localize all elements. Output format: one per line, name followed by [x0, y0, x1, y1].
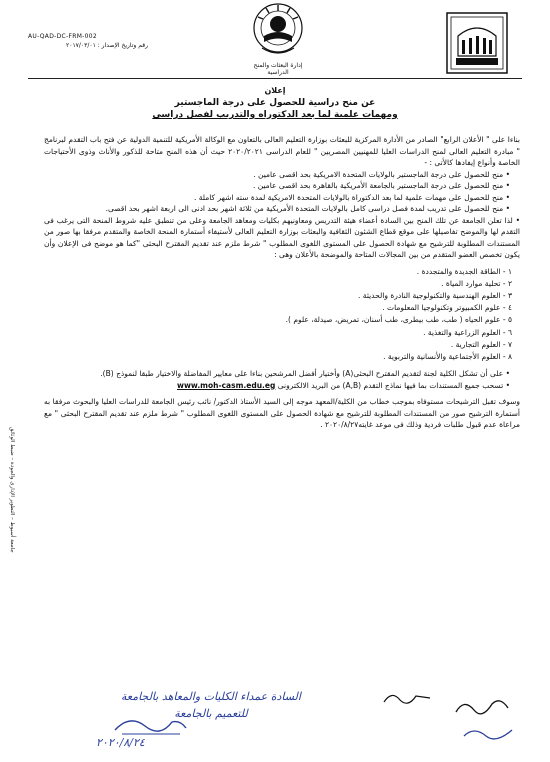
side-margin-text: جامعة أسيوط – التطوير الإدارى والجودة – ضبط الوثائق	[9, 427, 15, 553]
email-url-link[interactable]: www.moh-casm.edu.eg	[177, 380, 276, 390]
field-item: ١ - الطاقة الجديدة والمتجددة .	[416, 266, 512, 276]
handwritten-line-1: السادة عمداء الكليات والمعاهد بالجامعة	[121, 690, 301, 703]
announcement-label: إعلان	[264, 86, 286, 95]
assiut-university-logo-icon	[446, 12, 508, 74]
department-name: إدارة البعثات والمنح الدراسية	[253, 62, 303, 76]
handwritten-line-2: للتعميم بالجامعة	[174, 707, 248, 720]
closing-paragraph: وسوف تقبل الترشيحات مستوفاه بموجب خطاب من الكلية/المعهد موجه إلى السيد الأستاذ الدكتور/ نائب رئيس الجامعة للدراسات العليا والبحوث مرفقا به أستمارة الترشيح صور من المستندات المطلوبة للترشيح مع شهادة الحصول على المستوى اللغوى المطلوب " شرط ملزم عند تقديم المقترح البحثى " مع مراعاة عدم قبول طلبات فردية وذلك فى موعد غايته٢٠٢٠/٨/٢٧ .	[44, 397, 520, 430]
field-item: ٣ - العلوم الهندسية والتكنولوجية النادرة والحديثة .	[358, 290, 512, 300]
signature-icon	[450, 692, 530, 752]
announcement-paragraph: • لذا تعلن الجامعة عن تلك المنح بين السادة أعضاء هيئة التدريس ومعاونيهم بكليات ومعاهد الجامعة وعلى من تنطبق عليه شروط المنحة التى يرغب فى التقدم لها والموضح تفاصيلها على موقع قطاع الشئون الثقافية والبعثات بوزارة التعليم العالى لأستيفاء أستمارة المنحة الخاصة والمتقدم مرفقا بها صور من المستندات المطلوبة للترشيح مع شهادة الحصول على المستوى اللغوى المطلوب " شرط ملزم عند تقديم المقترح البحثى "كما هو موضح فى الإعلان وأن يكون تخصص العضو المتقدم من بين المجالات المتاحة والموضحة بالأعلان وهى :	[44, 215, 520, 259]
header-rule	[28, 78, 522, 79]
intro-paragraph: بناءا على " الأعلان الرابع" الصادر من الأدارة المركزية للبعثات بوزارة التعليم العالى بالتعاون مع الوكالة الأمريكية للتنمية الدولية عن فتح باب التقدم لبرنامج " مبادرة التعليم العالى لمنح الدراسات العليا للمهنيين المصريين " للعام الدراسى ٢٠٢٠/٢٠٢١ حيث أن هذه المنح متاحة للذكور والأناث وذوى الأحتياجات الخاصة وأنواع إيفادها كالأتى : -	[44, 135, 520, 167]
university-emblem-icon	[252, 2, 304, 60]
grant-types-list	[44, 169, 520, 215]
field-item: ٨ - العلوم الأجتماعية والأنسانية والتربوية .	[383, 351, 512, 361]
field-item: ٤ - علوم الكمبيوتر وتكنولوجيا المعلومات .	[382, 303, 512, 313]
form-code-block	[28, 32, 148, 50]
field-item: ٢ - تحلية موارد المياة .	[441, 278, 512, 288]
email-item: • تسحب جميع المستندات بما فيها نماذج التقدم (A,B) من البريد الالكترونى www.moh-casm.edu.eg	[177, 380, 510, 390]
grant-item: • منح للحصول على تدريب لمدة فصل دراسى كامل بالولايات المتحدة الأمريكية من ثلاثة اشهر بحد ادنى الى اربعة اشهر بحد اقصى.	[105, 204, 510, 213]
grant-item: • منح للحصول على مهمات علمية لما بعد الدكتوراة بالولايات المتحدة الامريكية لمدة سته اشهر كاملة .	[193, 192, 510, 202]
signature-scribble-icon	[110, 712, 190, 738]
handwritten-date: ٢٠٢٠/٨/٢٤	[96, 736, 145, 749]
header-emblem	[246, 2, 310, 76]
field-item: ٧ - العلوم التجارية .	[450, 339, 512, 349]
requirements-list	[44, 368, 520, 391]
grant-item: • منح للحصول على درجة الماجستير بالولايات المتحدة الامريكية بحد اقصى عامين .	[253, 169, 510, 179]
issue-date: رقم وتاريخ الإصدار : ٢٠١٧/٠٣/٠١	[66, 42, 148, 49]
form-code: AU-QAD-DC-FRM-002	[28, 33, 97, 40]
committee-item: • على أن تشكل الكلية لجنة لتقديم المقترح البحثى(A) وأختيار أفضل المرشحين بناءا على معايير المفاضلة والاختيار طبقا لنموذج (B).	[100, 369, 510, 379]
title-line-masters: عن منح دراسية للحصول على درجة الماجستير	[174, 98, 376, 108]
initials-icon	[380, 686, 440, 710]
grant-item: • منح للحصول على درجة الماجستير بالجامعة الأمريكية بالقاهرة بحد اقصى عامين .	[252, 181, 510, 190]
fields-list	[44, 266, 520, 364]
announcement-body	[44, 134, 520, 431]
title-line-postdoc: ومهمات علمية لما بعد الدكتوراه والتدريب لفصل دراسى	[152, 110, 398, 120]
field-item: ٦ - العلوم الزراعية والتغذية .	[423, 327, 512, 337]
field-item: ٥ - علوم الحياه ( طب، طب بيطرى، طب أسنان، تمريض، صيدلة، علوم ).	[285, 315, 512, 325]
